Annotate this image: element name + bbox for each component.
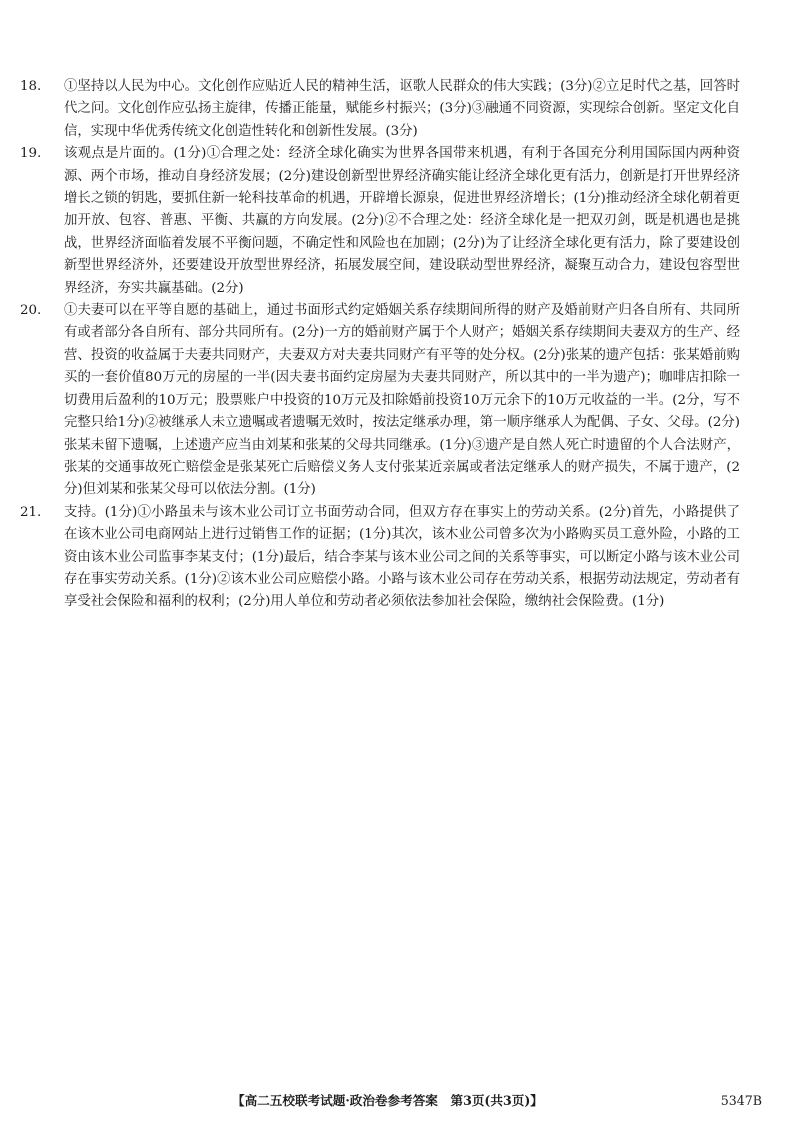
- answer-text: ①坚持以人民为中心。文化创作应贴近人民的精神生活，讴歌人民群众的伟大实践；(3分)②立足时代之基，回答时代之问。文化创作应弘扬主旋律，传播正能量，赋能乡村振兴；(3分)③融通不同资源，实现综合创新。坚定文化自信，实现中华优秀传统文化创造性转化和创新性发展。(3分): [64, 79, 740, 139]
- answer-list: [20, 76, 740, 614]
- answer-item-20: [20, 300, 740, 502]
- answer-number: 20.: [20, 303, 42, 319]
- answer-item-19: [20, 143, 740, 300]
- answer-item-18: [20, 76, 740, 143]
- answer-number: 21.: [20, 504, 42, 520]
- answer-text: ①夫妻可以在平等自愿的基础上，通过书面形式约定婚姻关系存续期间所得的财产及婚前财产归各自所有、共同所有或者部分各自所有、部分共同所有。(2分)一方的婚前财产属于个人财产；婚姻关系存续期间夫妻双方的生产、经营、投资的收益属于夫妻共同财产，夫妻双方对夫妻共同财产有平等的处分权。(2分)张某的遗产包括：张某婚前购买的一套价值80万元的房屋的一半(因夫妻书面约定房屋为夫妻共同财产，所以其中的一半为遗产)；咖啡店扣除一切费用后盈利的10万元；股票账户中投资的10万元及扣除婚前投资10万元余下的10万元收益的一半。(2分，写不完整只给1分)②被继承人未立遗嘱或者遗嘱无效时，按法定继承办理，第一顺序继承人为配偶、子女、父母。(2分)张某未留下遗嘱，上述遗产应当由刘某和张某的父母共同继承。(1分)③遗产是自然人死亡时遗留的个人合法财产，张某的交通事故死亡赔偿金是张某死亡后赔偿义务人支付张某近亲属或者法定继承人的财产损失，不属于遗产，(2分)但刘某和张某父母可以依法分割。(1分): [64, 303, 740, 498]
- footer-title: 【高二五校联考试题·政治卷参考答案 第3页(共3页)】: [232, 1093, 543, 1108]
- page-footer: [0, 1090, 800, 1112]
- answer-number: 18.: [20, 79, 42, 94]
- answer-item-21: [20, 502, 740, 614]
- footer-code: 5347B: [720, 1093, 762, 1108]
- answer-text: 支持。(1分)①小路虽未与该木业公司订立书面劳动合同，但双方存在事实上的劳动关系。(2分)首先，小路提供了在该木业公司电商网站上进行过销售工作的证据；(1分)其次，该木业公司曾多次为小路购买员工意外险，小路的工资由该木业公司监事李某支付；(1分)最后，结合李某与该木业公司之间的关系等事实，可以断定小路与该木业公司存在事实劳动关系。(1分)②该木业公司应赔偿小路。小路与该木业公司存在劳动关系，根据劳动法规定，劳动者有享受社会保险和福利的权利；(2分)用人单位和劳动者必须依法参加社会保险，缴纳社会保险费。(1分): [64, 504, 740, 610]
- answer-text: 该观点是片面的。(1分)①合理之处：经济全球化确实为世界各国带来机遇，有利于各国充分利用国际国内两种资源、两个市场，推动自身经济发展；(2分)建设创新型世界经济确实能让经济全球化更有活力，创新是打开世界经济增长之锁的钥匙，要抓住新一轮科技革命的机遇，开辟增长源泉，促进世界经济增长；(1分)推动经济全球化朝着更加开放、包容、普惠、平衡、共赢的方向发展。(2分)②不合理之处：经济全球化是一把双刃剑，既是机遇也是挑战，世界经济面临着发展不平衡问题，不确定性和风险也在加剧；(2分)为了让经济全球化更有活力，除了要建设创新型世界经济外，还要建设开放型世界经济，拓展发展空间，建设联动型世界经济，凝聚互动合力，建设包容型世界经济，夯实共赢基础。(2分): [64, 146, 740, 296]
- answer-number: 19.: [20, 146, 42, 162]
